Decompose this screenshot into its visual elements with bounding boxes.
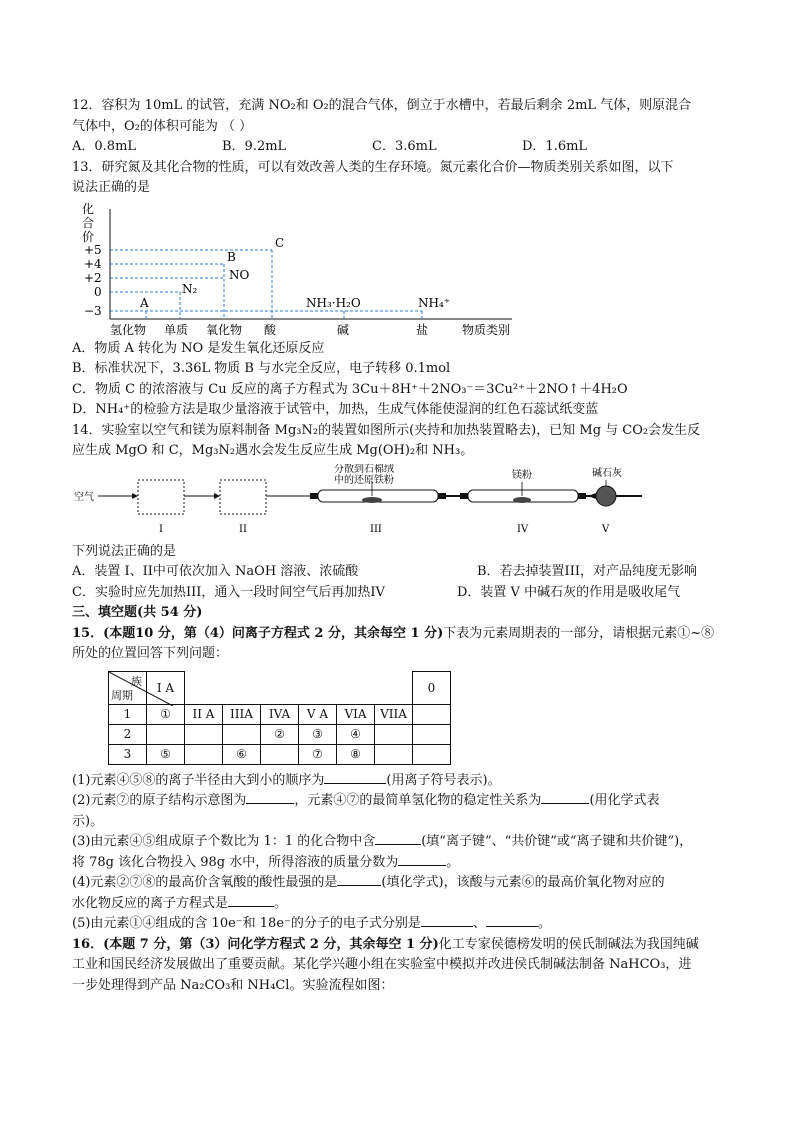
cell-3-iia bbox=[185, 744, 223, 764]
q15-line2: 所处的位置回答下列问题： bbox=[72, 646, 229, 661]
point-c-label: C bbox=[275, 235, 285, 250]
y-axis-label-2: 合 bbox=[82, 215, 95, 230]
q15-sub3 bbox=[72, 832, 732, 853]
q16-head-rest: 化工专家侯德榜发明的侯氏制碱法为我国纯碱 bbox=[438, 936, 699, 952]
q13-stem-line2: 说法正确的是 bbox=[72, 180, 151, 195]
cell-3-iiia: ⑥ bbox=[223, 744, 261, 764]
group-iia: II A bbox=[185, 704, 223, 724]
y-tick-plus2: +2 bbox=[84, 270, 102, 285]
q14-option-c: C．实验时应先加热III，通入一段时间空气后再加热IV bbox=[72, 584, 385, 600]
num-ii: II bbox=[239, 523, 247, 535]
q12-option-d: D．1.6mL bbox=[522, 139, 588, 154]
q14-option-b: B．若去掉装置III，对产品纯度无影响 bbox=[477, 564, 697, 579]
cell-3-va: ⑦ bbox=[299, 744, 337, 764]
q15-sub4-cont-text: 水化物反应的离子方程式是 bbox=[72, 895, 229, 911]
q15-sub4-tail: (填化学式)，该酸与元素⑥的最高价氧化物对应的 bbox=[381, 875, 665, 890]
x-cat-element: 单质 bbox=[164, 322, 189, 337]
num-iii: III bbox=[370, 523, 382, 535]
q14-option-a: A．装置 I、II中可依次加入 NaOH 溶液、浓硫酸 bbox=[72, 564, 359, 579]
cell-2-via: ④ bbox=[337, 724, 375, 744]
num-i: I bbox=[159, 523, 163, 535]
group-viia: VIIA bbox=[375, 704, 413, 724]
answer-blank[interactable] bbox=[421, 926, 473, 927]
corner-period-label: 周期 bbox=[111, 688, 133, 702]
q15-sub3-cont-text: 将 78g 该化合物投入 98g 水中，所得溶液的质量分数为 bbox=[72, 854, 399, 870]
cell-1-0 bbox=[413, 704, 451, 724]
y-axis-label-3: 价 bbox=[82, 229, 95, 244]
period-2: 2 bbox=[109, 724, 147, 744]
cell-2-0 bbox=[413, 724, 451, 744]
cell-2-ia bbox=[147, 724, 185, 744]
label-v: 碱石灰 bbox=[592, 467, 622, 479]
x-cat-oxide: 氧化物 bbox=[206, 322, 243, 337]
q15-sub3-tail: (填“离子键”、“共价键”或“离子键和共价键”)， bbox=[421, 834, 693, 849]
x-cat-salt: 盐 bbox=[416, 322, 429, 337]
q15-sub5 bbox=[72, 914, 732, 935]
cell-2-iva: ② bbox=[261, 724, 299, 744]
cell-1-1: ① bbox=[147, 704, 185, 724]
q15-sub5-sep: 、 bbox=[472, 916, 486, 931]
cell-3-via: ⑧ bbox=[337, 744, 375, 764]
point-nh3h2o-label: NH₃·H₂O bbox=[306, 295, 361, 310]
air-label: 空气 bbox=[74, 491, 94, 503]
q15-sub1-tail: (用离子符号表示)。 bbox=[386, 772, 501, 788]
cell-2-iiia bbox=[223, 724, 261, 744]
q15-head-bold: 15．(本题10 分，第（4）问离子方程式 2 分，其余每空 1 分) bbox=[72, 625, 444, 641]
valence-class-diagram bbox=[72, 199, 542, 339]
q15-sub3-text: (3)由元素④⑤组成原子个数比为 1：1 的化合物中含 bbox=[72, 834, 376, 849]
answer-blank[interactable] bbox=[324, 783, 386, 784]
x-cat-acid: 酸 bbox=[264, 322, 277, 337]
q13-option-b: B．标准状况下，3.36L 物质 B 与水完全反应，电子转移 0.1mol bbox=[72, 361, 451, 376]
group-zero-header: 0 bbox=[413, 671, 451, 704]
table-corner bbox=[109, 671, 147, 704]
period-1: 1 bbox=[109, 704, 147, 724]
q15-sub3-cont bbox=[72, 853, 732, 874]
corner-group-label: 族 bbox=[131, 674, 142, 688]
num-v: V bbox=[602, 523, 610, 535]
q12-option-b: B．9.2mL bbox=[222, 139, 287, 154]
y-axis-label-1: 化 bbox=[82, 201, 95, 216]
q15-sub4-cont bbox=[72, 894, 732, 915]
cell-2-viia bbox=[375, 724, 413, 744]
group-iva: IVA bbox=[261, 704, 299, 724]
q15-head-rest: 下表为元素周期表的一部分，请根据元素①~⑧ bbox=[443, 625, 715, 641]
q15-sub3-cont-tail: 。 bbox=[446, 854, 460, 870]
group-iiia: IIIA bbox=[223, 704, 261, 724]
y-tick-zero: 0 bbox=[94, 284, 102, 299]
exam-page bbox=[72, 96, 732, 996]
q14-stem-line1: 14．实验室以空气和镁为原料制备 Mg₃N₂的装置如图所示(夹持和加热装置略去)，已知 Mg 与 CO₂会发生反 bbox=[72, 422, 701, 438]
answer-blank[interactable] bbox=[337, 885, 381, 886]
label-iii-line1: 分散到石棉绒 bbox=[334, 463, 394, 475]
apparatus-diagram bbox=[72, 464, 672, 542]
cell-3-viia bbox=[375, 744, 413, 764]
q12-option-a: A．0.8mL bbox=[72, 139, 137, 154]
q15-sub4-cont-tail: 。 bbox=[274, 895, 288, 911]
period-3: 3 bbox=[109, 744, 147, 764]
y-tick-plus5: +5 bbox=[84, 242, 102, 257]
y-tick-minus3: −3 bbox=[84, 303, 102, 318]
q14-options-row1 bbox=[72, 562, 732, 583]
q15-sub5-text: (5)由元素①④组成的含 10e⁻和 18e⁻的分子的电子式分别是 bbox=[72, 916, 421, 931]
q14-options-row2 bbox=[72, 583, 732, 604]
x-axis-label: 物质类别 bbox=[462, 322, 511, 337]
group-via: VIA bbox=[337, 704, 375, 724]
q15-sub4-text: (4)元素②⑦⑧的最高价含氧酸的酸性最强的是 bbox=[72, 875, 338, 890]
point-b-label: B bbox=[227, 249, 236, 264]
q13-option-c: C．物质 C 的浓溶液与 Cu 反应的离子方程式为 3Cu＋8H⁺＋2NO₃⁻＝3Cu²⁺＋2NO↑＋4H₂O bbox=[72, 381, 628, 397]
cell-2-iia bbox=[185, 724, 223, 744]
answer-blank[interactable] bbox=[398, 865, 446, 866]
q15-sub2-mid: ，元素④⑦的最简单氢化物的稳定性关系为 bbox=[294, 793, 542, 808]
q15-sub1-text: (1)元素④⑤⑧的离子半径由大到小的顺序为 bbox=[72, 772, 325, 788]
q15-sub5-tail: 。 bbox=[537, 916, 551, 931]
answer-blank[interactable] bbox=[375, 844, 421, 845]
q15-sub4 bbox=[72, 873, 732, 894]
point-no-label: NO bbox=[229, 267, 250, 282]
q13-stem-line1: 13．研究氮及其化合物的性质，可以有效改善人类的生存环境。氮元素化合价—物质类别关系如图，以下 bbox=[72, 159, 674, 175]
cell-2-va: ③ bbox=[299, 724, 337, 744]
q16-head-bold: 16．(本题 7 分，第（3）问化学方程式 2 分，其余每空 1 分) bbox=[72, 936, 439, 952]
cell-3-iva bbox=[261, 744, 299, 764]
answer-blank[interactable] bbox=[246, 803, 294, 804]
q15-sub2-tail: (用化学式表 bbox=[589, 793, 660, 808]
q13-option-d: D．NH₄⁺的检验方法是取少量溶液于试管中，加热，生成气体能使湿润的红色石蕊试纸变蓝 bbox=[72, 402, 599, 417]
q14-option-d: D．装置 V 中碱石灰的作用是吸收尾气 bbox=[457, 584, 681, 600]
q15-sub2-cont: 示)。 bbox=[72, 813, 104, 829]
label-iv: 镁粉 bbox=[512, 469, 532, 481]
q16-line3: 一步处理得到产品 Na₂CO₃和 NH₄Cl。实验流程如图： bbox=[72, 977, 394, 993]
x-cat-base: 碱 bbox=[337, 322, 350, 337]
y-tick-plus4: +4 bbox=[84, 256, 102, 271]
point-n2-label: N₂ bbox=[182, 281, 198, 296]
q16-head bbox=[72, 935, 732, 956]
x-cat-hydride: 氢化物 bbox=[110, 322, 147, 337]
point-a-label: A bbox=[140, 295, 149, 310]
answer-blank[interactable] bbox=[486, 926, 538, 927]
cell-3-ia: ⑤ bbox=[147, 744, 185, 764]
q12-stem-line2: 气体中，O₂的体积可能为 （ ） bbox=[72, 118, 253, 134]
q14-stem-line2: 应生成 MgO 和 C，Mg₃N₂遇水会发生反应生成 Mg(OH)₂和 NH₃。 bbox=[72, 443, 474, 458]
label-iii-line2: 中的还原铁粉 bbox=[334, 474, 394, 486]
cell-3-0 bbox=[413, 744, 451, 764]
q16-line2: 工业和国民经济发展做出了重要贡献。某化学兴趣小组在实验室中模拟并改进侯氏制碱法制备 NaHCO₃，进 bbox=[72, 957, 692, 972]
q12-options bbox=[72, 137, 732, 158]
q12-option-c: C．3.6mL bbox=[372, 139, 437, 154]
group-ia-header: I A bbox=[147, 671, 185, 704]
q15-sub1 bbox=[72, 771, 732, 792]
num-iv: IV bbox=[517, 523, 529, 535]
answer-blank[interactable] bbox=[541, 803, 589, 804]
point-nh4-label: NH₄⁺ bbox=[418, 295, 451, 310]
periodic-table bbox=[108, 671, 451, 765]
q13-option-a: A．物质 A 转化为 NO 是发生氧化还原反应 bbox=[72, 340, 325, 356]
section-3-heading: 三、填空题(共 54 分) bbox=[72, 605, 203, 620]
q14-stem-line3: 下列说法正确的是 bbox=[72, 543, 177, 559]
group-va: V A bbox=[299, 704, 337, 724]
q15-sub2-text: (2)元素⑦的原子结构示意图为 bbox=[72, 793, 247, 808]
q12-stem-line1: 12．容积为 10mL 的试管，充满 NO₂和 O₂的混合气体，倒立于水槽中，若最后剩余 2mL 气体，则原混合 bbox=[72, 98, 692, 113]
answer-blank[interactable] bbox=[228, 906, 274, 907]
q15-sub2 bbox=[72, 791, 732, 812]
q15-head bbox=[72, 624, 732, 645]
